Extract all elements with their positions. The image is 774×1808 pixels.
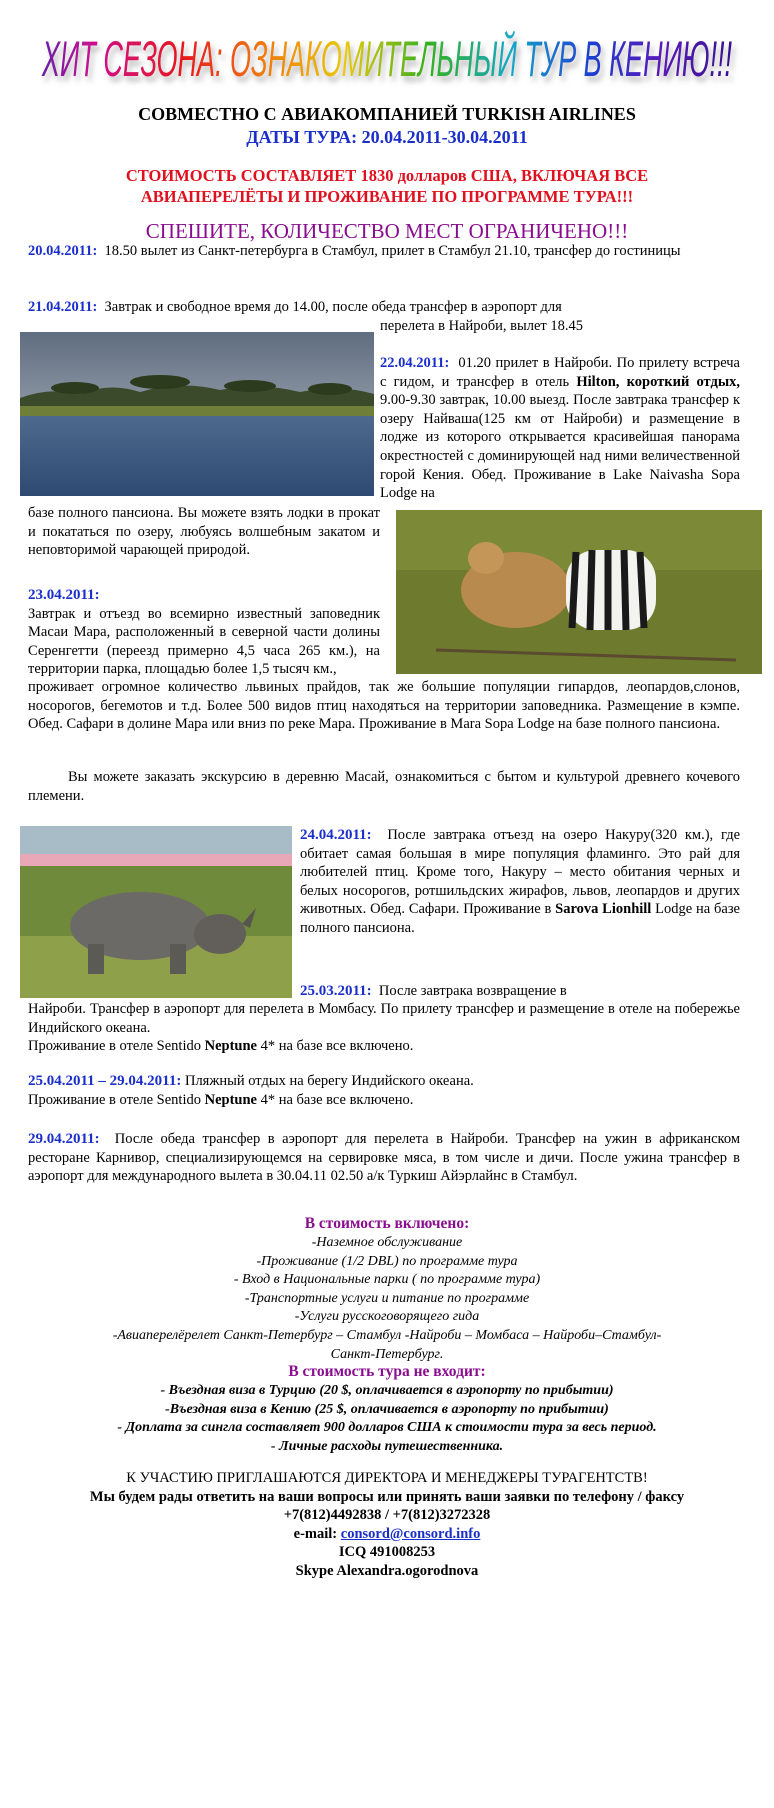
included-section: [0, 1214, 774, 1364]
svg-text:ХИТ СЕЗОНА: ОЗНАКОМИТЕЛЬНЫЙ ТУ: ХИТ СЕЗОНА: ОЗНАКОМИТЕЛЬНЫЙ ТУР В КЕНИЮ!!!: [41, 31, 733, 87]
day-date: 22.04.2011:: [380, 355, 450, 371]
phone-numbers: +7(812)4492838 / +7(812)3272328: [283, 1507, 491, 1524]
day-date: 24.04.2011:: [300, 827, 372, 843]
day-23-04-cont: проживает огромное количество львиных прайдов, так же большие популяции гипардов, леопардов,слонов, носорогов, бегемотов и т.д. Более 500 видов птиц находяться на территории заповедника. Размещение в кэмпе. Обед. Сафари в долине Мара или вниз по реке Мара. Проживание в Mara Sopa Lodge на базе полного пансиона.: [28, 679, 740, 733]
lake-photo: [20, 332, 374, 496]
excluded-title: В стоимость тура не входит:: [288, 1363, 486, 1380]
list-item: -Авиаперелёрелет Санкт-Петербург – Стамбул -Найроби – Момбаса – Найроби–Стамбул-: [112, 1327, 662, 1343]
day-25-03: 25.03.2011: После завтрака возвращение в: [300, 983, 567, 999]
list-item: -Транспортные услуги и питание по программе: [244, 1290, 530, 1306]
price-note: СТОИМОСТЬ СОСТАВЛЯЕТ 1830 долларов США, ВКЛЮЧАЯ ВСЕ АВИАПЕРЕЛЁТЫ И ПРОЖИВАНИЕ ПО ПРОГРАММЕ ТУРА!!!: [125, 166, 649, 206]
email-line: e-mail: consord@consord.info: [293, 1525, 481, 1542]
hurry-headline: СПЕШИТЕ, КОЛИЧЕСТВО МЕСТ ОГРАНИЧЕНО!!!: [145, 219, 629, 243]
excluded-section: [0, 1362, 774, 1456]
list-item: -Въездная виза в Кению (25 $, оплачивается в аэропорту по прибытии): [165, 1401, 609, 1417]
day-22-04: 22.04.2011: 01.20 прилет в Найроби. По прилету встреча с гидом, и трансфер в отель Hilton, короткий отдых, 9.00-9.30 завтрак, 10.00 выезд. После завтрака трансфер к озеру Найваша(125 км от Найроби) и размещение в лодже из которого открывается красивейшая панорама окрестностей с доминирующей над ними величественной горой Кения. Обед. Проживание в Lake Naivasha Sopa Lodge на: [380, 355, 741, 502]
day-date: 25.04.2011 – 29.04.2011:: [28, 1073, 182, 1089]
day-22-04-cont: базе полного пансиона. Вы можете взять лодки в прокат и покататься по озеру, любуясь волшебным закатом и неповторимой чарающей природой.: [28, 505, 380, 559]
day-date: 21.04.2011:: [28, 299, 98, 315]
rhino-photo: [20, 826, 292, 998]
included-title: В стоимость включено:: [304, 1215, 470, 1232]
tour-dates: ДАТЫ ТУРА: 20.04.2011-30.04.2011: [246, 127, 528, 147]
list-item: -Наземное обслуживание: [311, 1235, 463, 1250]
icq-line: ICQ 491008253: [338, 1544, 436, 1561]
day-date: 23.04.2011:: [28, 587, 100, 603]
list-item: -Услуги русскоговорящего гида: [294, 1309, 480, 1325]
day-date: 25.03.2011:: [300, 983, 372, 999]
list-item: - Въездная виза в Турцию (20 $, оплачивается в аэропорту по прибытии): [160, 1383, 614, 1398]
day-24-04: 24.04.2011: После завтрака отъезд на озеро Накуру(320 км.), где обитает самая большая в мире популяция фламинго. Это рай для любителей птиц. Кроме того, Накуру – место обитания черных и белых носорогов, ротшильдских жирафов, львов, леопардов и других животных. Обед. Сафари. Проживание в Sarova Lionhill Lodge на базе полного пансиона.: [300, 827, 741, 936]
list-item: Санкт-Петербург.: [330, 1346, 444, 1362]
day-20-04: 20.04.2011: 18.50 вылет из Санкт-петербурга в Стамбул, прилет в Стамбул 21.10, трансфер до гостиницы: [28, 243, 681, 259]
lion-zebra-photo: [396, 510, 762, 674]
list-item: - Доплата за сингла составляет 900 долларов США к стоимости тура за весь период.: [117, 1420, 657, 1436]
day-21-04: 21.04.2011: Завтрак и свободное время до 14.00, после обеда трансфер в аэропорт для: [28, 299, 562, 315]
list-item: - Вход в Национальные парки ( по программе тура): [233, 1272, 541, 1288]
email-link[interactable]: consord@consord.info: [340, 1525, 481, 1542]
excursion-note: Вы можете заказать экскурсию в деревню Масай, ознакомиться с бытом и культурой древнего кочевого племени.: [28, 769, 740, 804]
airline-line: СОВМЕСТНО С АВИАКОМПАНИЕЙ TURKISH AIRLINES: [138, 104, 636, 124]
contacts-section: К УЧАСТИЮ ПРИГЛАШАЮТСЯ ДИРЕКТОРА И МЕНЕДЖЕРЫ ТУРАГЕНТСТВ! Мы будем рады ответить на ваши вопросы или принять ваши заявки по телефону / факсу +7(812)4492838 / +7(812)3272328 e-mail: consord@consord.info ICQ 491008253 Skype Alexandra.ogorodnova: [0, 1469, 774, 1581]
title-banner: [10, 4, 764, 109]
day-29-04: 29.04.2011: После обеда трансфер в аэропорт для перелета в Найроби. Трансфер на ужин в африканском ресторане Карнивор, специализирующемся на сервировке мяса, в том числе и дичи. После ужина трансфер в аэропорт для международного вылета в 30.04.11 02.50 а/к Туркиш Айэрлайнс в Стамбул.: [28, 1131, 740, 1185]
day-25-29-04: 25.04.2011 – 29.04.2011: Пляжный отдых на берегу Индийского океана. Проживание в отеле Sentido Neptune 4* на базе все включено.: [28, 1073, 474, 1108]
invite-line: К УЧАСТИЮ ПРИГЛАШАЮТСЯ ДИРЕКТОРА И МЕНЕДЖЕРЫ ТУРАГЕНТСТВ!: [126, 1470, 648, 1486]
skype-line: Skype Alexandra.ogorodnova: [295, 1562, 479, 1579]
list-item: -Проживание (1/2 DBL) по программе тура: [256, 1253, 518, 1269]
day-23-04: 23.04.2011: Завтрак и отъезд во всемирно известный заповедник Масаи Мара, расположенный в северной части долины Серенгетти (переезд примерно 4,5 часа 265 км.), на территории парка, площадью более 1,5 тысяч км.,: [28, 587, 380, 678]
day-date: 29.04.2011:: [28, 1131, 100, 1147]
day-25-03-cont: Найроби. Трансфер в аэропорт для перелета в Момбасу. По прилету трансфер и размещение в отеле на побережье Индийского океана. Проживание в отеле Sentido Neptune 4* на базе все включено.: [28, 1001, 740, 1055]
list-item: - Личные расходы путешественника.: [270, 1438, 504, 1454]
day-date: 20.04.2011:: [28, 243, 98, 259]
